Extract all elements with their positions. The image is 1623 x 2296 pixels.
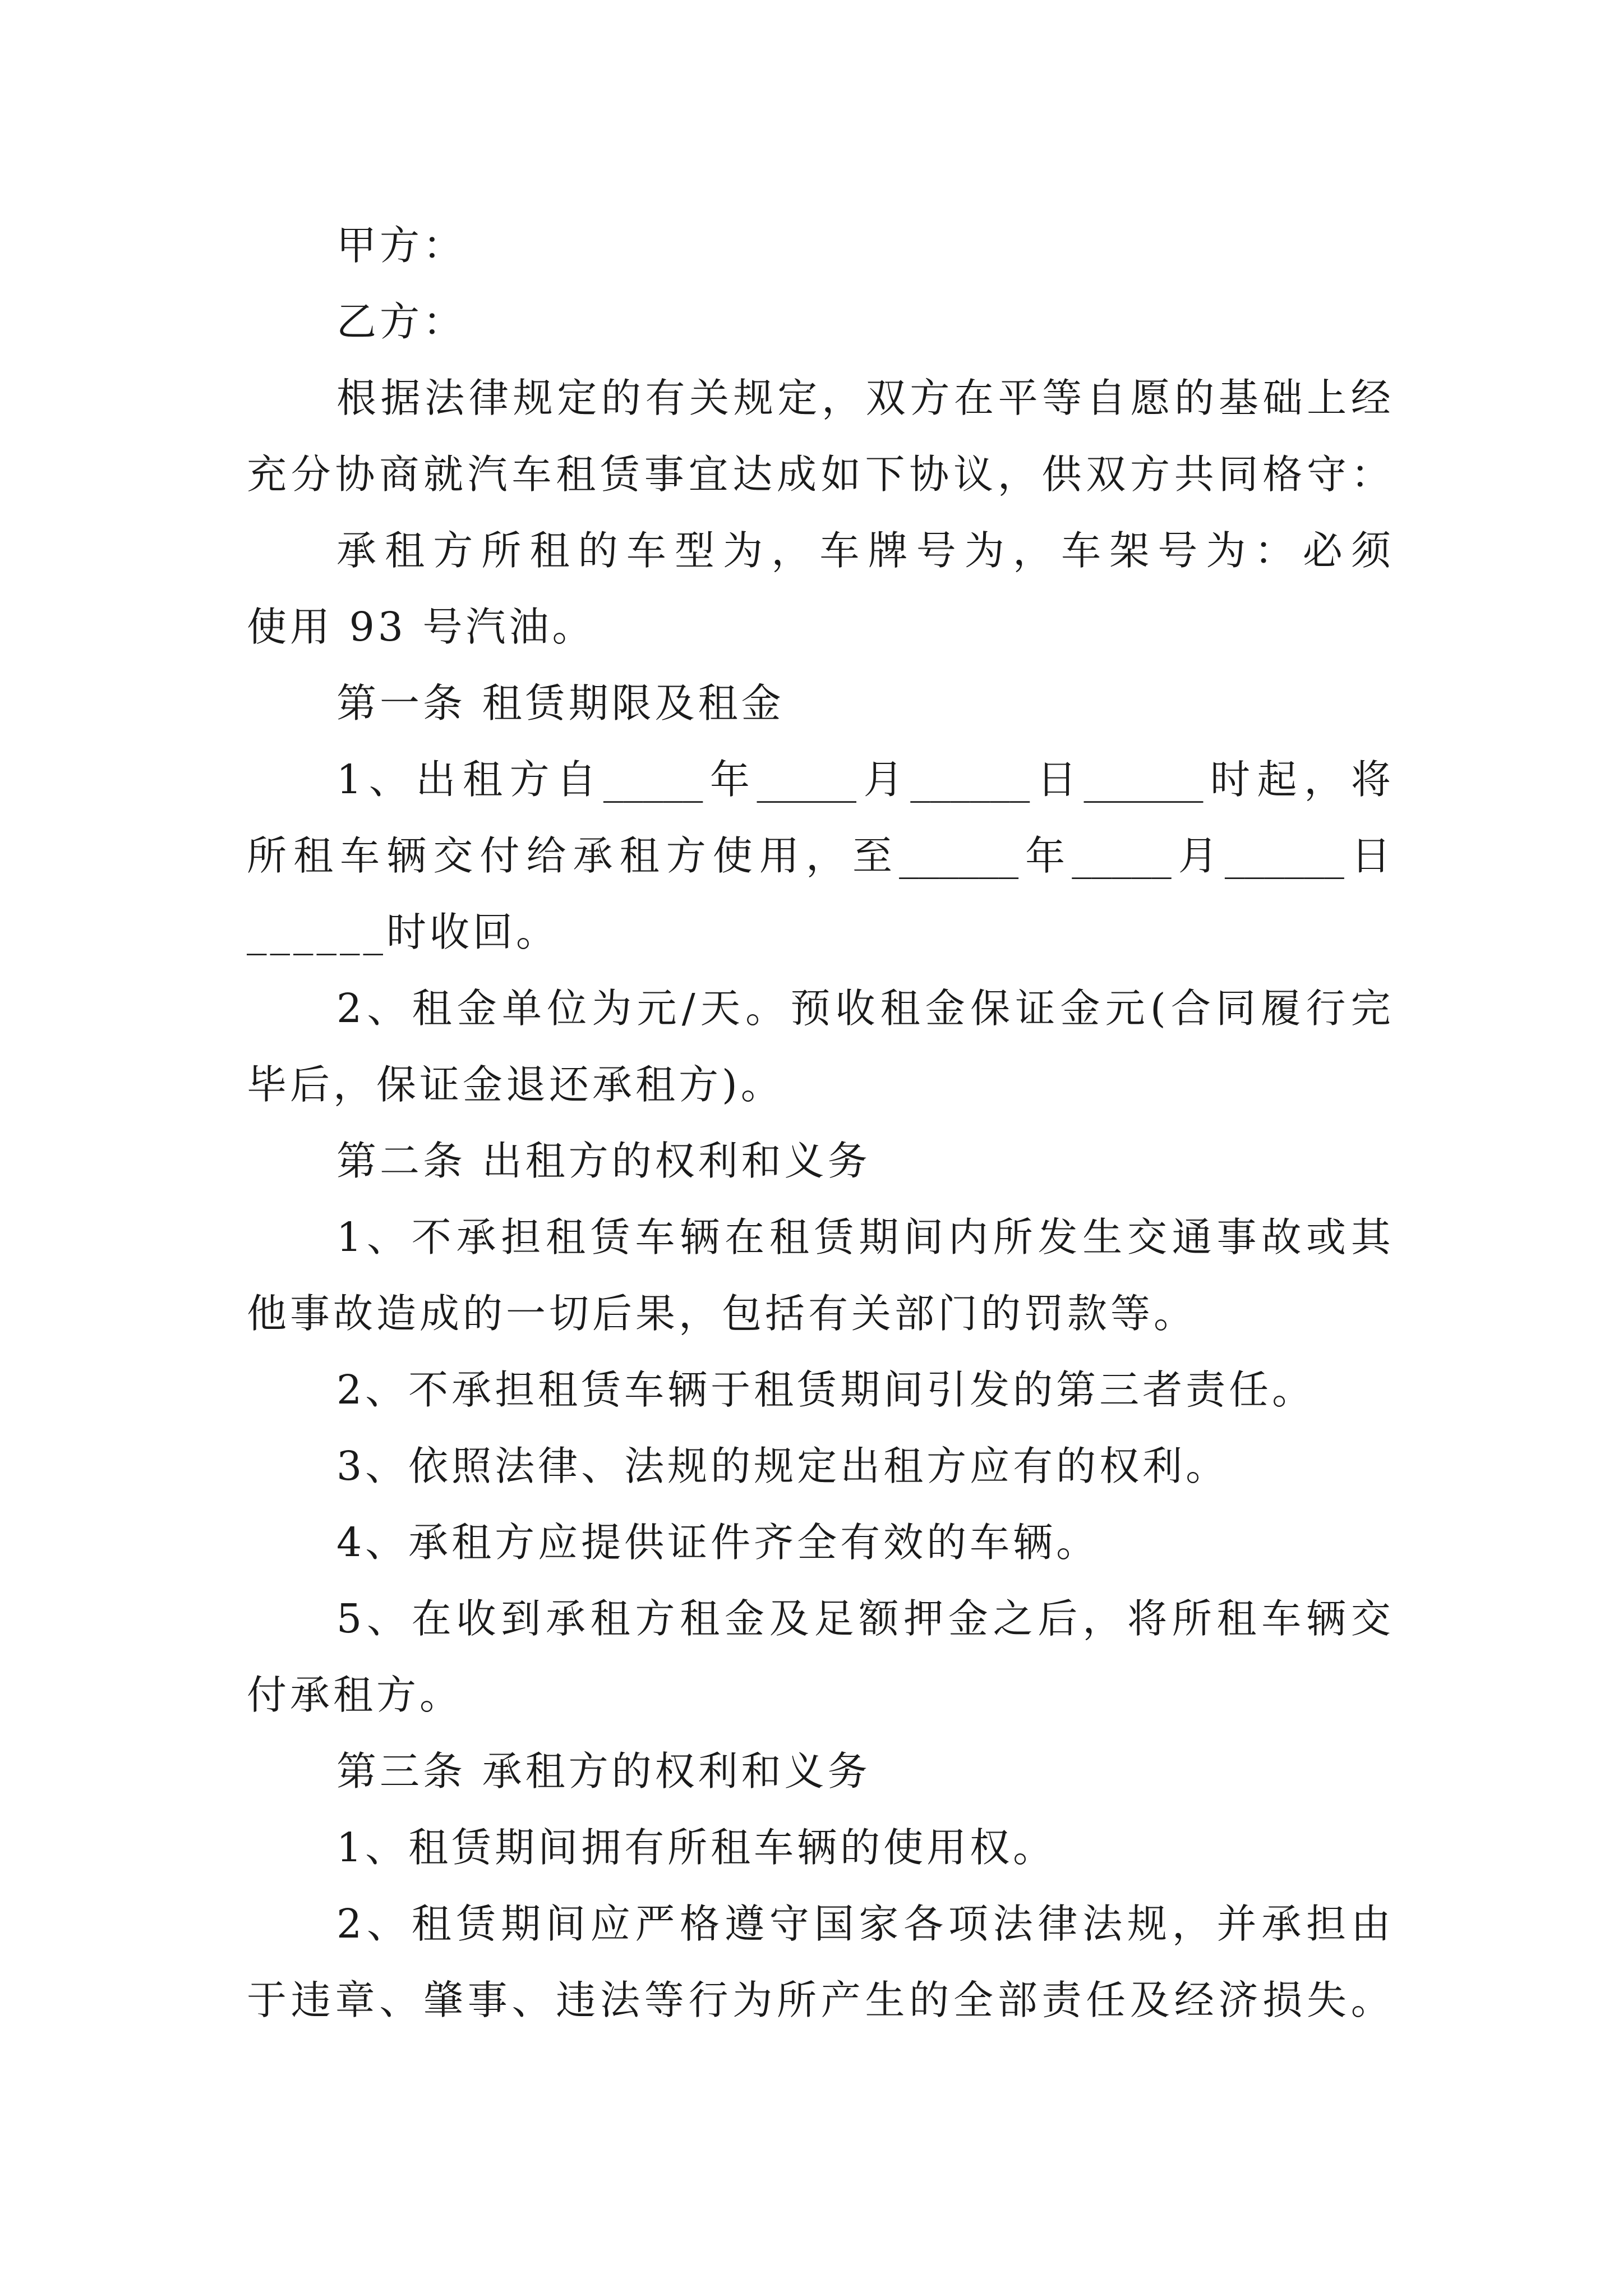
text-line: 1 、 不 承 担 租 赁 车 辆 在 租 赁 期 间 内 所 发 生 交 通 事 故 或 其 — [336, 1214, 1391, 1260]
text-line: 2 、 租 金 单 位 为 元 / 天 。 预 收 租 金 保 证 金 元 ( 合 同 履 行 完 — [336, 985, 1391, 1032]
text-line: 2、不承担租赁车辆于租赁期间引发的第三者责任。 — [336, 1366, 1316, 1413]
text-line: 所 租 车 辆 交 付 给 承 租 方 使 用 ， 至 ______ 年 _____ 月 ______ 日 — [247, 832, 1391, 879]
text-line: 4、承租方应提供证件齐全有效的车辆。 — [336, 1519, 1100, 1566]
text-line: 使用 93 号汽油。 — [247, 604, 596, 650]
text-line: ______时收回。 — [247, 909, 560, 955]
text-line: 承 租 方 所 租 的 车 型 为 ， 车 牌 号 为 ， 车 架 号 为 ： 必 须 — [336, 527, 1391, 574]
text-line: 第二条 出租方的权利和义务 — [336, 1138, 871, 1184]
text-line: 他事故造成的一切后果，包括有关部门的罚款等。 — [247, 1290, 1197, 1337]
text-line: 于 违 章 、 肇 事 、 违 法 等 行 为 所 产 生 的 全 部 责 任 及 经 济 损 失 。 — [247, 1977, 1391, 2023]
text-line: 1、租赁期间拥有所租车辆的使用权。 — [336, 1824, 1057, 1871]
text-line: 根 据 法 律 规 定 的 有 关 规 定 ， 双 方 在 平 等 自 愿 的 基 础 上 经 — [336, 375, 1391, 421]
text-line: 2 、 租 赁 期 间 应 严 格 遵 守 国 家 各 项 法 律 法 规 ， 并 承 担 由 — [336, 1901, 1391, 1947]
text-line: 甲方： — [336, 222, 467, 269]
text-line: 第三条 承租方的权利和义务 — [336, 1748, 871, 1795]
text-line: 5 、 在 收 到 承 租 方 租 金 及 足 额 押 金 之 后 ， 将 所 租 车 辆 交 — [336, 1595, 1391, 1642]
text-line: 3、依照法律、法规的规定出租方应有的权利。 — [336, 1443, 1229, 1489]
document-page — [247, 208, 1391, 2039]
text-line: 充 分 协 商 就 汽 车 租 赁 事 宜 达 成 如 下 协 议 ， 供 双 方 共 同 格 守 ： — [247, 451, 1391, 498]
text-line: 付承租方。 — [247, 1672, 463, 1718]
text-line: 乙方： — [336, 298, 467, 345]
text-line: 第一条 租赁期限及租金 — [336, 680, 785, 726]
text-line: 1 、 出 租 方 自 _____ 年 _____ 月 ______ 日 ______ 时 起 ， 将 — [336, 756, 1391, 803]
text-line: 毕后，保证金退还承租方)。 — [247, 1061, 784, 1108]
